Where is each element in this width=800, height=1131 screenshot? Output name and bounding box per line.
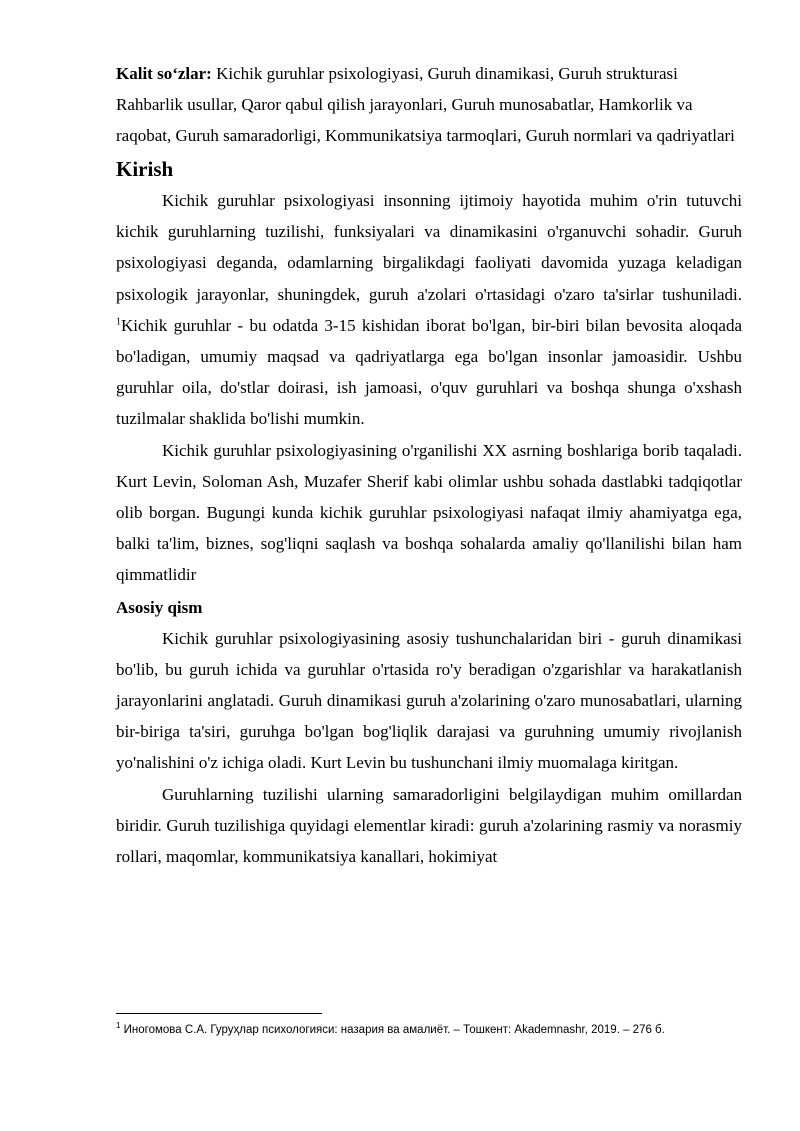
keywords-paragraph [116,58,742,151]
footnote-text: Иногомова С.А. Гуруҳлар психологияси: назария ва амалиёт. – Тошкент: Akademnashr, 2019. – 276 б. [120,1023,665,1036]
main-paragraph-1: Kichik guruhlar psixologiyasining asosiy tushunchalaridan biri - guruh dinamikasi bo'lib, bu guruh ichida va guruhlar o'rtasida ro'y beradigan o'zgarishlar va harakatlanish jarayonlarini anglatadi. Guruh dinamikasi guruh a'zolarining o'zaro munosabatlari, ularning bir-biriga ta'siri, guruhga bo'lgan bog'liqlik darajasi va guruhning umumiy rivojlanish yo'nalishini o'z ichiga oladi. Kurt Levin bu tushunchani ilmiy muomalaga kiritgan. [116,628,742,773]
keywords-label: Kalit so‘zlar: [116,64,212,83]
intro-p1-text-before: Kichik guruhlar psixologiyasi insonning ijtimoiy hayotida muhim o'rin tutuvchi kichik guruhlarning tuzilishi, funksiyalari va dinamikasini o'rganuvchi sohadir. Guruh psixologiyasi deganda, odamlarning birgalikdagi faoliyati davomida yuzaga keladigan psixologik jarayonlar, shuningdek, guruh a'zolari o'rtasidagi o'zaro ta'sirlar tushuniladi. [116,191,742,304]
footnote-reference: 1 [116,316,121,328]
main-paragraph-2: Guruhlarning tuzilishi ularning samaradorligini belgilaydigan muhim omillardan biridir. Guruh tuzilishiga quyidagi elementlar kiradi: guruh a'zolarining rasmiy va norasmiy rollari, maqomlar, kommunikatsiya kanallari, hokimiyat [116,784,742,867]
intro-heading: Kirish [116,157,174,181]
keywords-text: Kichik guruhlar psixologiyasi, Guruh dinamikasi, Guruh strukturasi Rahbarlik usullar, Qaror qabul qilish jarayonlari, Guruh munosabatlar, Hamkorlik va raqobat, Guruh samaradorligi, Kommunikatsiya tarmoqlari, Guruh normlari va qadriyatlari [116,64,735,145]
intro-p1-text-after: Kichik guruhlar - bu odatda 3-15 kishidan iborat bo'lgan, bir-biri bilan bevosita aloqada bo'ladigan, umumiy maqsad va qadriyatlarga ega bo'lgan insonlar jamoasidir. Ushbu guruhlar oila, do'stlar doirasi, ish jamoasi, o'quv guruhlari va boshqa shunga o'xshash tuzilmalar shaklida bo'lishi mumkin. [116,315,742,429]
intro-paragraph-1 [116,185,742,435]
intro-paragraph-2: Kichik guruhlar psixologiyasining o'rganilishi XX asrning boshlariga borib taqaladi. Kurt Levin, Soloman Ash, Muzafer Sherif kabi olimlar ushbu sohada dastlabki tadqiqotlar olib borgan. Bugungi kunda kichik guruhlar psixologiyasi nafaqat ilmiy ahamiyatga ega, balki ta'lim, biznes, sog'liqni saqlash va boshqa sohalarda amaliy qo'llanilishi bilan ham qimmatlidir [116,440,742,585]
main-heading: Asosiy qism [116,597,203,617]
footnote [116,1018,756,1038]
footnote-separator [116,1013,322,1014]
document-page [116,58,742,872]
footnote-number: 1 [116,1021,121,1030]
